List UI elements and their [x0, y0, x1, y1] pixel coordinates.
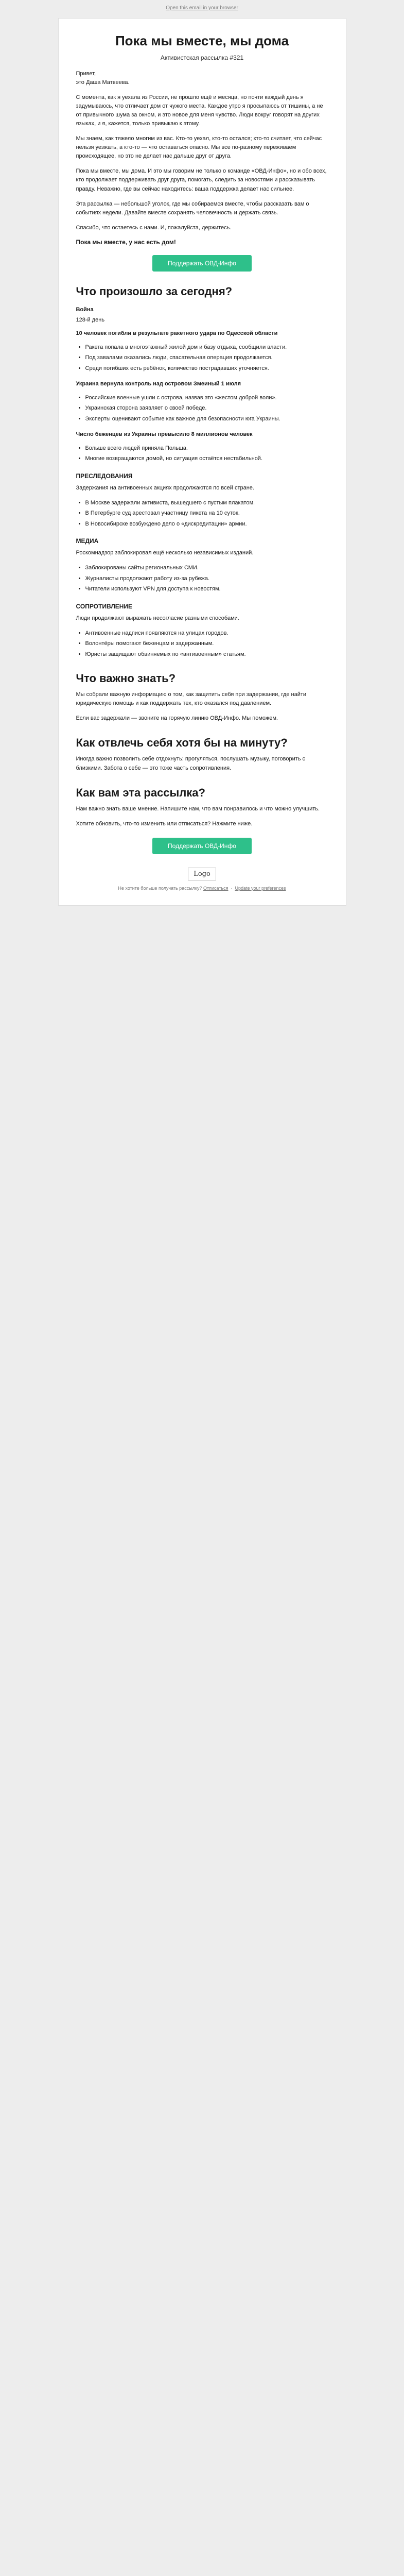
resistance-p1: Люди продолжают выражать несогласие разными способами. — [76, 615, 239, 621]
logo: Logo — [188, 868, 216, 880]
repressions-title: ПРЕСЛЕДОВАНИЯ — [76, 472, 133, 480]
cta-2 — [76, 838, 328, 854]
war-bullets-2 — [76, 394, 328, 423]
week-title: Что произошло за сегодня? — [76, 284, 233, 298]
repressions-p1: Задержания на антивоенных акциях продолжаются по всей стране. — [76, 484, 254, 491]
war-p3: Число беженцев из Украины превысило 8 миллионов человек — [76, 431, 253, 438]
media-bullets — [76, 564, 328, 594]
intro-p4: Эта рассылка — небольшой уголок, где мы собираемся вместе, чтобы рассказать вам о событиях недели. Давайте вместе сохранять человечность и держать связь. — [76, 200, 309, 216]
support-button[interactable]: Поддержать ОВД-Инфо — [152, 255, 252, 272]
list-item: • Под завалами оказались люди, спасательная операция продолжается. — [85, 353, 328, 362]
resistance-bullets — [76, 629, 328, 659]
feedback-title: Как вам эта рассылка? — [76, 786, 205, 799]
war-title: Война — [76, 306, 94, 313]
war-bullets-1 — [76, 343, 328, 373]
newsletter-title: Пока мы вместе, мы дома — [115, 33, 289, 48]
feedback-p2: Хотите обновить, что-то изменить или отписаться? Нажмите ниже. — [76, 820, 253, 827]
list-item: • Антивоенные надписи появляются на улицах городов. — [85, 629, 328, 638]
repressions-bullets — [76, 499, 328, 529]
intro-p1: С момента, как я уехала из России, не прошло ещё и месяца, но почти каждый день я задумываюсь, что отличает дом от чужого места. Каждое утро я просыпаюсь от тишины, а не от привычного шума за окном, и это новое для меня чувство. Люди вокруг говорят на других языках, и я, кажется, только привыкаю к этому. — [76, 94, 323, 127]
intro-p3: Пока мы вместе, мы дома. И это мы говорим не только о команде «ОВД-Инфо», но и обо всех, кто продолжает поддерживать друг друга, помогать, следить за новостями и рассказывать правду. Неважно, где вы сейчас находитесь: ваша поддержка делает нас сильнее. — [76, 168, 327, 192]
list-item: • Журналисты продолжают работу из-за рубежа. — [85, 574, 328, 583]
minute-title: Как отвлечь себя хотя бы на минуту? — [76, 736, 288, 750]
media-p1: Роскомнадзор заблокировал ещё несколько независимых изданий. — [76, 550, 254, 556]
list-item: • В Петербурге суд арестовал участницу пикета на 10 суток. — [85, 509, 328, 518]
important-title: Что важно знать? — [76, 672, 176, 685]
important-p1: Мы собрали важную информацию о том, как защитить себя при задержании, где найти юридическую помощь и как поддержать тех, кто оказался под давлением. — [76, 691, 307, 707]
update-preferences-link[interactable]: Update your preferences — [235, 885, 286, 891]
feedback-p1: Нам важно знать ваше мнение. Напишите нам, что вам понравилось и что можно улучшить. — [76, 805, 320, 812]
intro-p2: Мы знаем, как тяжело многим из вас. Кто-то уехал, кто-то остался; кто-то считает, что сейчас нельзя уезжать, а кто-то — что оставаться опасно. Мы все по-разному переживаем происходящее, но это не делает нас дальше друг от друга. — [76, 135, 322, 160]
footer-fine: Не хотите больше получать рассылку? Отписаться · Update your preferences — [118, 885, 286, 891]
footer — [76, 868, 328, 891]
list-item: • Эксперты оценивают событие как важное для безопасности юга Украины. — [85, 415, 328, 423]
list-item: • Украинская сторона заявляет о своей победе. — [85, 404, 328, 413]
media-title: МЕДИА — [76, 537, 99, 545]
greeting: Привет, это Даша Матвеева. — [76, 71, 130, 86]
war-p2: Украина вернула контроль над островом Змеиный 1 июля — [76, 381, 241, 387]
newsletter-container — [58, 18, 346, 906]
list-item: • Волонтёры помогают беженцам и задержанным. — [85, 639, 328, 648]
newsletter-subtitle: Активистская рассылка #321 — [160, 54, 244, 61]
war-p1: 10 человек погибли в результате ракетного удара по Одесской области — [76, 330, 278, 337]
browser-link-bar — [0, 0, 404, 18]
list-item: • Многие возвращаются домой, но ситуация остаётся нестабильной. — [85, 454, 328, 463]
war-bullets-3 — [76, 444, 328, 463]
intro-sign: Пока мы вместе, у нас есть дом! — [76, 238, 176, 246]
list-item: • Читатели используют VPN для доступа к новостям. — [85, 585, 328, 594]
list-item: • Российские военные ушли с острова, назвав это «жестом доброй воли». — [85, 394, 328, 402]
list-item: • В Новосибирске возбуждено дело о «дискредитации» армии. — [85, 520, 328, 529]
intro-p5: Спасибо, что остаетесь с нами. И, пожалуйста, держитесь. — [76, 224, 232, 231]
list-item: • Больше всего людей приняла Польша. — [85, 444, 328, 453]
unsubscribe-link[interactable]: Отписаться — [203, 885, 229, 891]
list-item: • Среди погибших есть ребёнок, количество пострадавших уточняется. — [85, 364, 328, 373]
list-item: • Ракета попала в многоэтажный жилой дом и базу отдыха, сообщили власти. — [85, 343, 328, 352]
resistance-title: СОПРОТИВЛЕНИЕ — [76, 602, 133, 610]
list-item: • Заблокированы сайты региональных СМИ. — [85, 564, 328, 572]
war-sub: 128-й день — [76, 316, 105, 323]
cta-1 — [76, 255, 328, 272]
minute-p1: Иногда важно позволить себе отдохнуть: прогуляться, послушать музыку, поговорить с близкими. Забота о себе — это тоже часть сопротивления. — [76, 756, 306, 771]
list-item: • В Москве задержали активиста, вышедшего с пустым плакатом. — [85, 499, 328, 507]
list-item: • Юристы защищают обвиняемых по «антивоенным» статьям. — [85, 650, 328, 659]
important-p2: Если вас задержали — звоните на горячую линию ОВД-Инфо. Мы поможем. — [76, 715, 278, 722]
open-in-browser-link[interactable]: Open this email in your browser — [166, 5, 238, 11]
support-button-bottom[interactable]: Поддержать ОВД-Инфо — [152, 838, 252, 854]
